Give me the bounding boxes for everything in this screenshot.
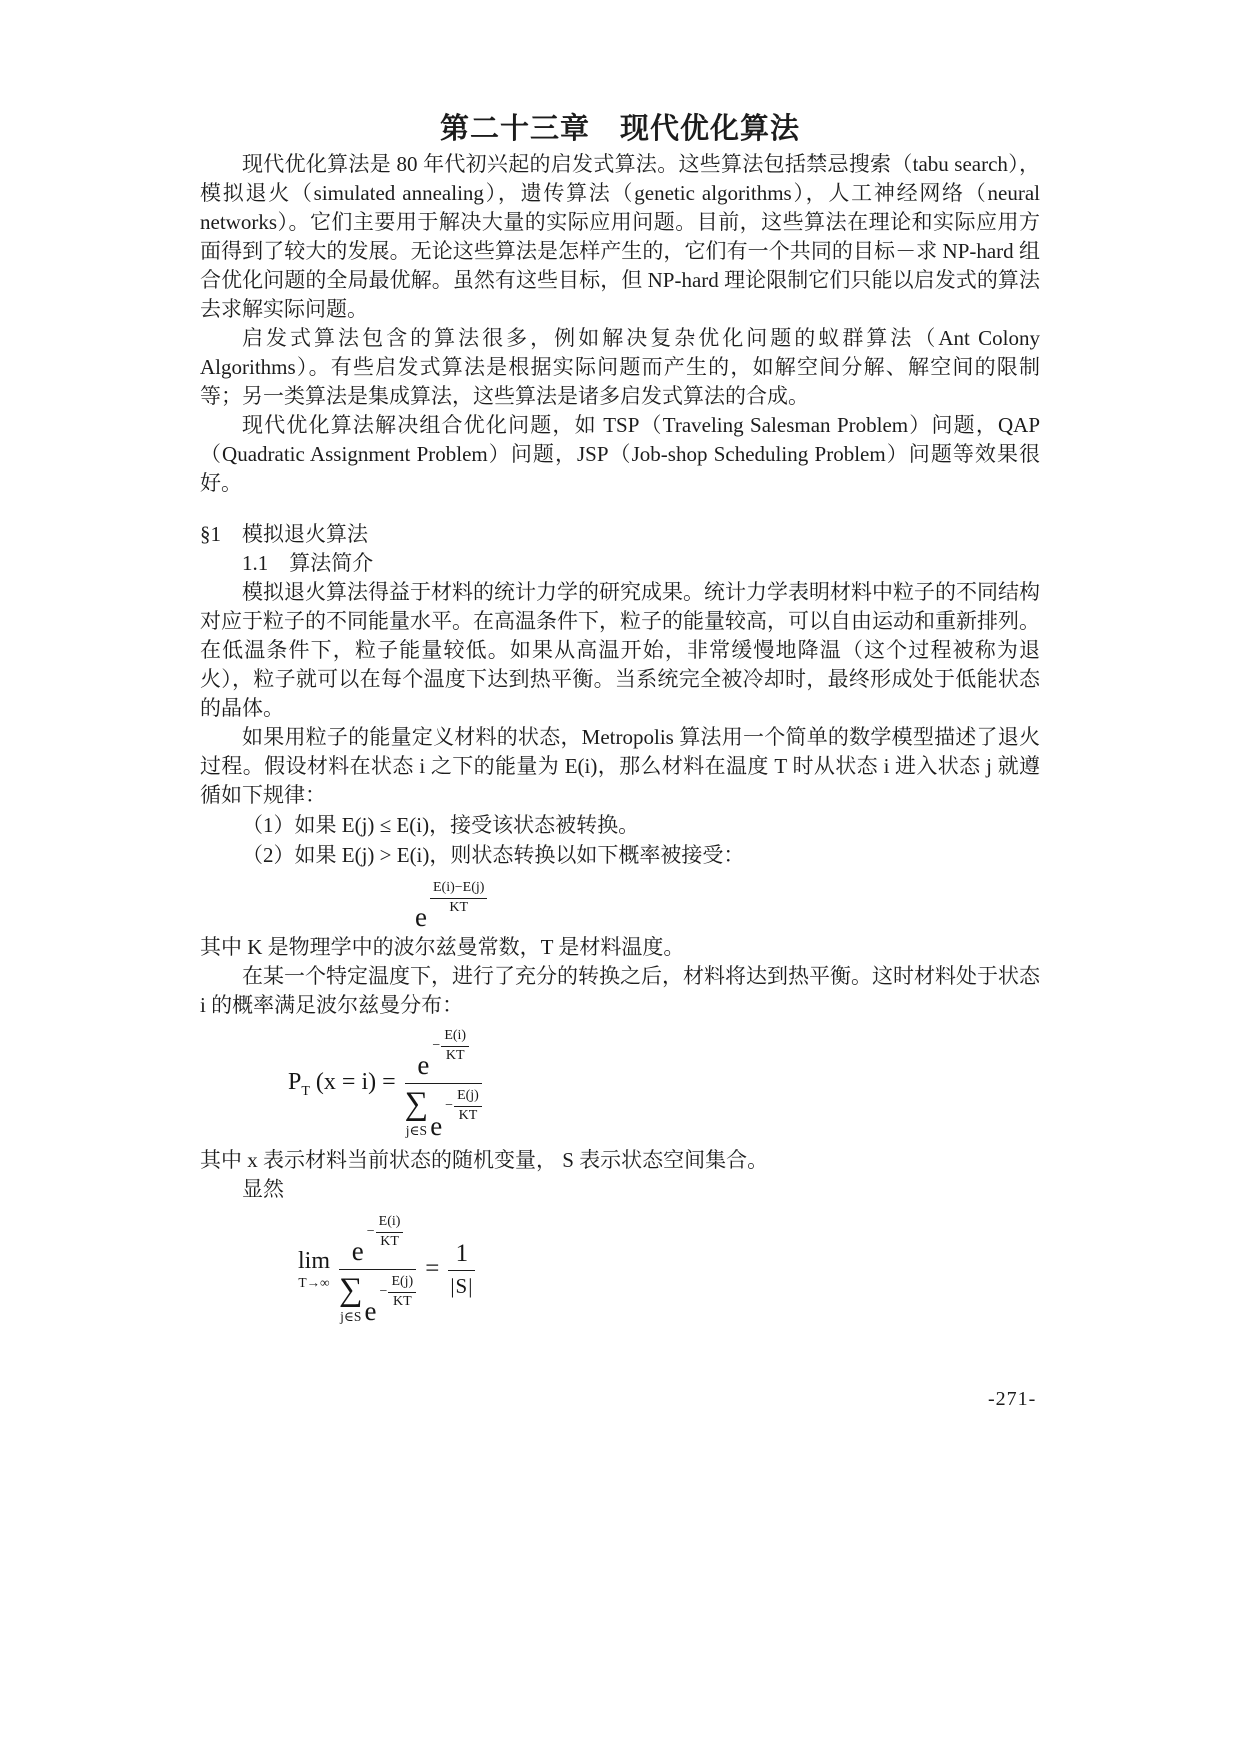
lim-word: lim — [298, 1248, 331, 1274]
annealing-intro-paragraph: 模拟退火算法得益于材料的统计力学的研究成果。统计力学表明材料中粒子的不同结构对应于粒子的不同能量水平。在高温条件下，粒子的能量较高，可以自由运动和重新排列。在低温条件下，粒子能量较低。如果从高温开始，非常缓慢地降温（这个过程被称为退火），粒子就可以在每个温度下达到热平衡。当系统完全被冷却时，最终形成处于低能状态的晶体。 — [200, 580, 1040, 720]
summation — [405, 1088, 429, 1138]
intro-paragraph-1: 现代优化算法是 80 年代初兴起的启发式算法。这些算法包括禁忌搜索（tabu search），模拟退火（simulated annealing），遗传算法（genetic algorithms），人工神经网络（neural networks）。它们主要用于解决大量的实际应用问题。目前，这些算法在理论和实际应用方面得到了较大的发展。无论这些算法是怎样产生的，它们有一个共同的目标－求 NP-hard 组合优化问题的全局最优解。虽然有这些目标，但 NP-hard 理论限制它们只能以启发式的算法去求解实际问题。 — [200, 152, 1040, 321]
intro-paragraph-3: 现代优化算法解决组合优化问题，如 TSP（Traveling Salesman Problem）问题，QAP（Quadratic Assignment Problem）问题，JSP（Job-shop Scheduling Problem）问题等效果很好。 — [200, 413, 1040, 495]
exponent-numerator: E(i)−E(j) — [430, 880, 487, 899]
math-row — [288, 1028, 482, 1139]
rhs-fraction — [448, 1241, 475, 1298]
exponent: − $\frac{E(i)}{KT}$ — [367, 1214, 404, 1250]
metropolis-paragraph: 如果用粒子的能量定义材料的状态，Metropolis 算法用一个简单的数学模型描述了退火过程。假设材料在状态 i 之下的能量为 E(i)，那么材料在温度 T 时从状态 i 进入状态 j 就遵循如下规律： — [200, 725, 1040, 807]
summation-index: j∈S — [340, 1308, 362, 1324]
exponential-term — [415, 880, 487, 931]
exponent — [430, 880, 487, 916]
rhs-numerator: 1 — [455, 1239, 469, 1267]
rule-item-2: （2）如果 E(j) > E(i)，则状态转换以如下概率被接受： — [242, 843, 745, 867]
fraction-bar — [339, 1269, 416, 1270]
fraction-denominator — [339, 1271, 416, 1326]
section-1-heading: §1 模拟退火算法 — [200, 522, 368, 546]
math-base-e: e — [417, 1050, 430, 1081]
main-fraction — [405, 1028, 482, 1139]
subscript-t: T — [301, 1083, 310, 1099]
limit-subscript: T→∞ — [298, 1275, 330, 1290]
exponent-denominator: KT — [449, 900, 469, 916]
math-row — [298, 1214, 475, 1325]
page-number: -271- — [988, 1388, 1037, 1410]
rule-item-1: （1）如果 E(j) ≤ E(i)，接受该状态被转换。 — [242, 813, 640, 837]
exponent-fraction — [430, 880, 487, 916]
lhs-arguments: (x = i) = — [309, 1068, 396, 1095]
chapter-title: 第二十三章 现代优化算法 — [439, 113, 800, 145]
sigma-symbol: ∑ — [339, 1271, 363, 1308]
fraction-bar — [448, 1270, 475, 1271]
formula-boltzmann-distribution — [288, 1028, 1040, 1139]
formula-acceptance-probability — [415, 880, 1040, 931]
math-base-e: e — [415, 902, 427, 933]
probability-lhs — [288, 1069, 396, 1099]
math-base-e: e — [364, 1295, 377, 1326]
sigma-symbol: ∑ — [404, 1086, 429, 1123]
equals-sign: = — [425, 1255, 440, 1283]
minus-sign: − — [432, 1038, 441, 1054]
fraction-bar — [405, 1083, 482, 1084]
math-p: P — [288, 1068, 302, 1095]
summation-index: j∈S — [405, 1123, 428, 1139]
exponent: − $\frac{E(i)}{KT}$ — [432, 1028, 469, 1064]
evidently-label: 显然 — [242, 1176, 284, 1201]
intro-paragraph-2: 启发式算法包含的算法很多，例如解决复杂优化问题的蚁群算法（Ant Colony Algorithms）。有些启发式算法是根据实际问题而产生的，如解空间分解、解空间的限制等；另一类算法是集成算法，这些算法是诸多启发式算法的合成。 — [200, 326, 1040, 408]
fraction-numerator — [352, 1214, 404, 1265]
after-formula-1-text: 其中 K 是物理学中的波尔兹曼常数，T 是材料温度。 — [200, 935, 685, 960]
exponent: − $\frac{E(j)}{KT}$ — [380, 1274, 417, 1310]
minus-sign: − — [366, 1223, 375, 1239]
equilibrium-paragraph: 在某一个特定温度下，进行了充分的转换之后，材料将达到热平衡。这时材料处于状态 i 的概率满足波尔兹曼分布： — [200, 964, 1040, 1018]
limit-operator — [298, 1249, 330, 1290]
rhs-denominator: |S| — [450, 1273, 474, 1298]
fraction-numerator — [417, 1028, 469, 1079]
after-formula-2-text: 其中 x 表示材料当前状态的随机变量， S 表示状态空间集合。 — [200, 1147, 769, 1172]
fraction-denominator — [405, 1088, 482, 1139]
minus-sign: − — [445, 1098, 454, 1114]
main-fraction — [339, 1214, 416, 1325]
summation — [339, 1271, 363, 1324]
math-base-e: e — [351, 1235, 364, 1266]
section-1-1-heading: 1.1 算法简介 — [242, 551, 374, 575]
minus-sign: − — [379, 1283, 388, 1299]
exponent: − $\frac{E(j)}{KT}$ — [445, 1088, 482, 1124]
formula-limit — [298, 1214, 1040, 1325]
math-base-e: e — [430, 1110, 443, 1141]
